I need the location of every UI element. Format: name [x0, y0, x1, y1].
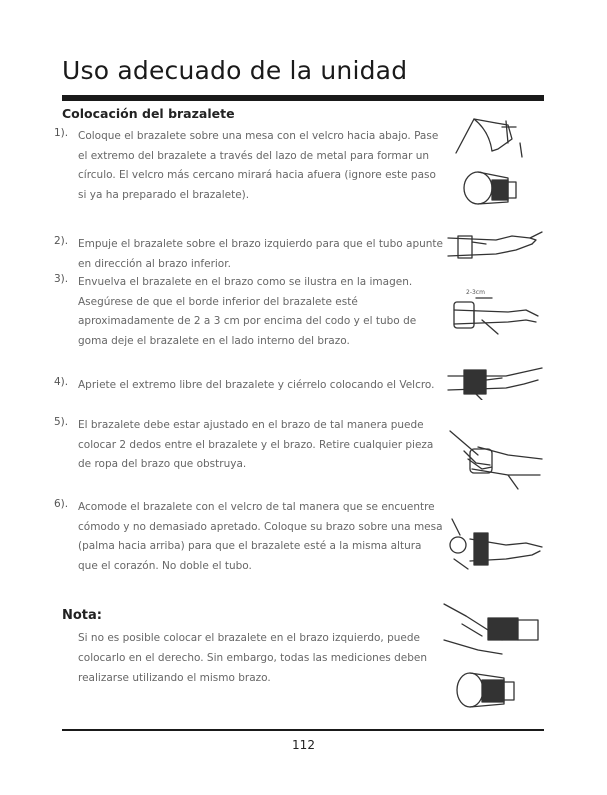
step-number: 2).	[54, 235, 69, 247]
cuff-velcro-close-illustration	[446, 360, 546, 400]
step-4	[54, 376, 444, 416]
title-rule	[62, 95, 544, 101]
arm-on-table-illustration	[446, 515, 546, 579]
cuff-rolled-illustration	[452, 666, 522, 712]
two-fingers-check-illustration	[448, 425, 546, 495]
step-text: Acomode el brazalete con el velcro de tal manera que se encuentre cómodo y no demasiado apretado. Coloque su brazo sobre una mesa (palma hacia arriba) para que el brazalete esté a la misma altura que el corazón. No doble el tubo.	[78, 501, 443, 572]
step-number: 4).	[54, 376, 69, 388]
step-text: Empuje el brazalete sobre el brazo izquierdo para que el tubo apunte en dirección al brazo inferior.	[78, 238, 444, 270]
section-heading: Colocación del brazalete	[62, 106, 235, 121]
step-number: 5).	[54, 416, 69, 428]
cuff-loop-illustration	[458, 168, 522, 210]
step-2	[54, 235, 444, 273]
bottom-rule	[62, 729, 544, 731]
cuff-elbow-distance-illustration	[446, 284, 546, 336]
step-number: 3).	[54, 273, 69, 285]
page-title: Uso adecuado de la unidad	[62, 56, 408, 85]
cuff-on-table-illustration	[450, 113, 530, 161]
step-text: El brazalete debe estar ajustado en el brazo de tal manera puede colocar 2 dedos entre el brazalete y el brazo. Retire cualquier pieza de ropa del brazo que obstruya.	[78, 419, 434, 471]
step-text: Coloque el brazalete sobre una mesa con el velcro hacia abajo. Pase el extremo del brazalete a través del lazo de metal para formar un círculo. El velcro más cercano mirará hacia afuera (ignore este paso si ya ha preparado el brazalete).	[78, 130, 439, 201]
right-arm-cuff-illustration	[442, 600, 546, 662]
step-text: Apriete el extremo libre del brazalete y ciérrelo colocando el Velcro.	[78, 379, 435, 391]
note-text: Si no es posible colocar el brazalete en el brazo izquierdo, puede colocarlo en el derecho. Sin embargo, todas las mediciones deben realizarse utilizando el mismo brazo.	[78, 632, 428, 684]
step-5	[54, 416, 444, 498]
page-number: 112	[292, 738, 315, 752]
cuff-push-arm-illustration	[446, 228, 546, 264]
step-number: 6).	[54, 498, 69, 510]
step-6	[54, 498, 444, 598]
step-1	[54, 127, 444, 235]
measurement-label: 2-3cm	[466, 289, 485, 296]
step-number: 1).	[54, 127, 69, 139]
step-3	[54, 273, 444, 376]
step-text: Envuelva el brazalete en el brazo como se ilustra en la imagen. Asegúrese de que el borde inferior del brazalete esté aproximadamente de 2 a 3 cm por encima del codo y el tubo de goma deje el brazalete en el lado interno del brazo.	[78, 276, 417, 347]
steps-list	[54, 127, 444, 598]
note-heading: Nota:	[62, 608, 102, 623]
